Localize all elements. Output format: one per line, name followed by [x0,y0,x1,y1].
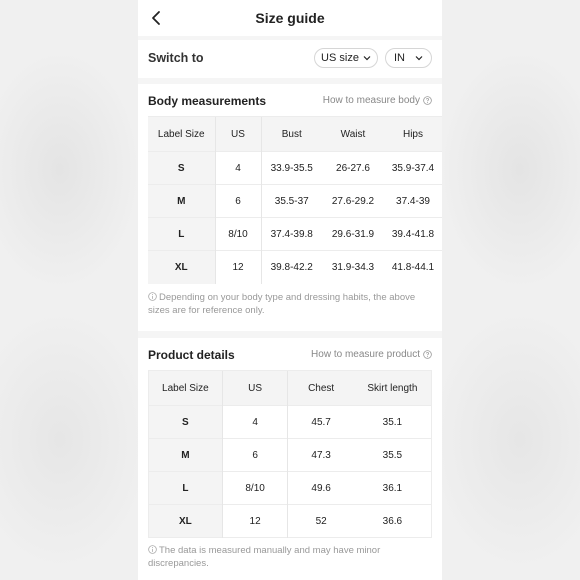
switch-label: Switch to [148,51,204,65]
table-cell: 35.1 [354,406,432,439]
column-header: Skirt length [354,371,432,406]
column-header: Chest [288,371,354,406]
how-to-measure-body-link[interactable] [323,95,432,106]
product-details-table [148,370,432,538]
how-to-measure-product-text: How to measure product [311,349,420,360]
size-system-dropdown[interactable] [314,48,378,68]
table-cell: S [149,406,223,439]
product-details-card [138,338,442,580]
table-cell: L [148,218,215,251]
column-header: US [215,117,261,152]
column-header: Label Size [149,371,223,406]
table-cell: 37.4-39 [384,185,442,218]
table-cell: 41.8-44.1 [384,251,442,284]
table-cell: 29.6-31.9 [322,218,384,251]
table-cell: 49.6 [288,472,354,505]
table-cell: XL [149,505,223,538]
how-to-measure-body-text: How to measure body [322,95,420,106]
table-header-row [148,117,442,152]
product-note-line1: The data is measured manually and may have minor [159,545,381,556]
table-cell: 36.6 [354,505,432,538]
table-cell: 8/10 [222,472,288,505]
product-note-line2: discrepancies. [148,557,209,569]
size-system-value: US size [321,52,359,64]
column-header: US [222,371,288,406]
table-cell: L [149,472,223,505]
table-cell: 39.8-42.2 [261,251,322,284]
table-cell: 26-27.6 [322,152,384,185]
body-measurements-title: Body measurements [148,94,267,108]
table-cell: M [149,439,223,472]
unit-dropdown[interactable] [385,48,432,68]
product-note [148,545,380,570]
table-cell: XL [148,251,215,284]
table-cell: 35.5 [354,439,432,472]
table-cell: 8/10 [215,218,261,251]
table-cell: 33.9-35.5 [261,152,322,185]
table-cell: 37.4-39.8 [261,218,322,251]
table-cell: 4 [215,152,261,185]
body-note-line1: Depending on your body type and dressing habits, the above [159,292,416,303]
table-row [149,505,432,538]
table-row [148,218,442,251]
product-details-title: Product details [148,348,235,362]
column-header: Label Size [148,117,215,152]
body-measurements-card [138,84,442,331]
table-cell: 27.6-29.2 [322,185,384,218]
table-row [149,472,432,505]
body-note [148,292,415,317]
page-title: Size guide [255,10,325,26]
table-cell: 12 [222,505,288,538]
unit-value: IN [394,52,405,64]
table-cell: 35.5-37 [261,185,322,218]
table-cell: 52 [288,505,354,538]
body-measurements-table [148,116,442,284]
table-row [148,251,442,284]
size-guide-panel [138,0,442,580]
column-header: Waist [322,117,384,152]
header-bar [138,0,442,36]
table-header-row [149,371,432,406]
table-row [149,439,432,472]
column-header: Bust [261,117,322,152]
table-cell: 35.9-37.4 [384,152,442,185]
question-icon [423,350,432,359]
table-cell: 47.3 [288,439,354,472]
chevron-down-icon [363,55,371,61]
table-cell: 6 [215,185,261,218]
info-icon [148,545,157,554]
body-note-line2: sizes are for reference only. [148,304,265,316]
table-cell: M [148,185,215,218]
table-cell: 4 [222,406,288,439]
chevron-down-icon [415,55,423,61]
table-cell: 12 [215,251,261,284]
table-row [148,185,442,218]
table-row [148,152,442,185]
table-cell: S [148,152,215,185]
table-cell: 39.4-41.8 [384,218,442,251]
question-icon [423,96,432,105]
table-cell: 45.7 [288,406,354,439]
table-row [149,406,432,439]
column-header: Hips [384,117,442,152]
table-cell: 6 [222,439,288,472]
switch-row [138,40,442,78]
info-icon [148,292,157,301]
table-cell: 36.1 [354,472,432,505]
table-cell: 31.9-34.3 [322,251,384,284]
how-to-measure-product-link[interactable] [311,349,432,360]
